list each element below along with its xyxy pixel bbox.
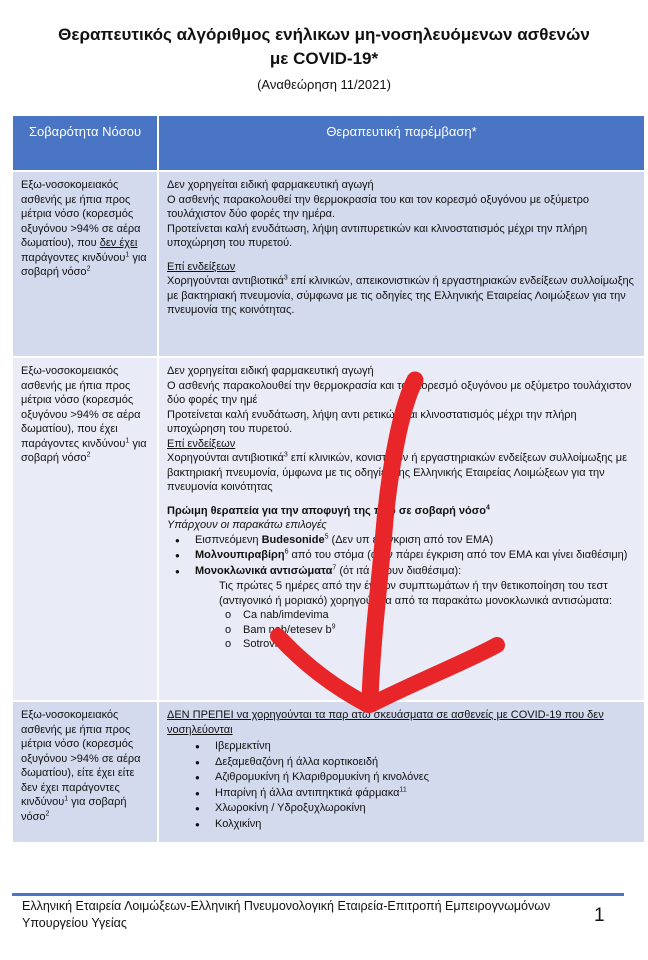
list-item: ● Ιβερμεκτίνη (215, 739, 636, 755)
document-title-line1: Θεραπευτικός αλγόριθμος ενήλικων μη-νοσηλευόμενων ασθενών (58, 25, 590, 44)
list-item: ● Κολχικίνη (215, 817, 636, 833)
list-item: o Bam nab/etesev $b^9$ (243, 623, 636, 638)
list-item: o Sotrovim (243, 637, 636, 652)
document-title-line2: με COVID-19* (269, 49, 379, 68)
prohibited-drugs-list (167, 739, 636, 832)
treatment-table (11, 114, 646, 844)
intervention-cell: Δεν χορηγείται ειδική φαρμακευτική αγωγή Ο ασθενής παρακολουθεί την θερμοκρασία και τον κορεσμό οξυγόνου με οξύμετρο τουλάχιστον δύο φορές την ημέ Προτείνεται καλή ενυδάτωση, λήψη αντι ρετικών και κλινοστατισμός μέχρι την πλήρη υποχώρηση του πυρετού. Επί ενδείξεων Χορηγούνται αντιβιοτικά$^3$ επί κλινικών, κονιστικών ή εργαστηριακών ενδείξεων συλλοίμωξης με βακτηριακή πνευμονία, ύμφωνα με τις οδηγίες της Ελληνικής Εταιρείας Λοιμώξεων για την πνευμονία κοινότητας Πρώιμη θεραπεία για την αποφυγή της προ σε σοβαρή νόσο$^4$ Υπάρχουν οι παρακάτω επιλογές ● Εισπνεόμενη Budesonide$^5$ (Δεν υπ ει έγκριση από τον EMA) ● Μολνουπιραβίρη$^6$ από του στόμα (όταν πάρει έγκριση από τον EMA και γίνει διαθέσιμη) ● Μονοκλωνικά αντισώματα$^7$ (ότ ιτά γίνουν διαθέσιμα): Τις πρώτες 5 ημέρες από την έν των συμπτωμάτων ή την θετικοποίηση του τεστ (αντιγονικό ή μοριακό) χορηγού ένα από τα παρακάτω μονοκλωνικά αντισώματα: o Ca nab/imdevima o Bam nab/etesev $b^9$ o Sotrovim (159, 358, 644, 700)
intervention-cell (159, 702, 644, 842)
list-item: ● Αζιθρομυκίνη ή Κλαριθρομυκίνη ή κινολόνες (215, 770, 636, 786)
page-number: 1 (594, 905, 605, 926)
table-row (13, 172, 644, 356)
list-item: ● Εισπνεόμενη Budesonide$^5$ (Δεν υπ ει έγκριση από τον EMA) (195, 533, 636, 549)
warning-text: ΔΕΝ ΠΡΕΠΕΙ να χορηγούνται τα παρ ατω σκευάσματα σε ασθενείς με COVID-19 που δεν νοσηλεύονται (167, 709, 604, 736)
early-therapy-options (167, 533, 636, 580)
severity-cell: Εξω-νοσοκομειακός ασθενής με ήπια προς μέτρια νόσο (κορεσμός οξυγόνου >94% σε αέρα δωματίου), που δεν έχει παράγοντες κινδύνου$^1$ για σοβαρή νόσο$^2$ (13, 172, 157, 356)
footer-text: Ελληνική Εταιρεία Λοιμώξεων-Ελληνική Πνευμονολογική Εταιρεία-Επιτροπή Εμπειρογνωμόνων Υπουργείου Υγείας (22, 899, 551, 930)
antibody-list (167, 608, 636, 652)
list-item: ● Χλωροκίνη / Υδροξυχλωροκίνη (215, 801, 636, 817)
severity-cell: Εξω-νοσοκομειακός ασθενής με ήπια προς μέτρια νόσο (κορεσμός οξυγόνου >94% σε αέρα δωματίου), που έχει παράγοντες κινδύνου$^1$ για σοβαρή νόσο$^2$ (13, 358, 157, 700)
column-header-intervention: Θεραπευτική παρέμβαση* (159, 116, 644, 170)
intervention-cell: Δεν χορηγείται ειδική φαρμακευτική αγωγή Ο ασθενής παρακολουθεί την θερμοκρασία του και τον κορεσμό οξυγόνου με οξύμετρο τουλάχιστον δύο φορές την ημέρα. Προτείνεται καλή ενυδάτωση, λήψη αντιπυρετικών και κλινοστατισμός μέχρι την πλήρη υποχώρηση του πυρετού. Επί ενδείξεων Χορηγούνται αντιβιοτικά$^3$ επί κλινικών, απεικονιστικών ή εργαστηριακών ενδείξεων συλλοίμωξης με βακτηριακή πνευμονία, σύμφωνα με τις οδηγίες της Ελληνικής Εταιρείας Λοιμώξεων για την πνευμονία της κοινότητας. (159, 172, 644, 356)
table-row (13, 702, 644, 842)
list-item: ● Ηπαρίνη ή άλλα αντιπηκτικά φάρμακα$^{11}$ (215, 786, 636, 802)
list-item: ● Μολνουπιραβίρη$^6$ από του στόμα (όταν πάρει έγκριση από τον EMA και γίνει διαθέσιμη) (195, 548, 636, 564)
revision-date: (Αναθεώρηση 11/2021) (257, 77, 391, 92)
list-item: ● Μονοκλωνικά αντισώματα$^7$ (ότ ιτά γίνουν διαθέσιμα): (195, 564, 636, 580)
severity-cell: Εξω-νοσοκομειακός ασθενής με ήπια προς μέτρια νόσο (κορεσμός οξυγόνου >94% σε αέρα δωματίου), είτε έχει είτε δεν έχει παράγοντες κινδύνου$^1$ για σοβαρή νόσο$^2$ (13, 702, 157, 842)
footer-divider (12, 893, 624, 896)
list-item: o Ca nab/imdevima (243, 608, 636, 623)
list-item: ● Δεξαμεθαζόνη ή άλλα κορτικοειδή (215, 755, 636, 771)
column-header-severity: Σοβαρότητα Νόσου (13, 116, 157, 170)
table-row (13, 358, 644, 700)
